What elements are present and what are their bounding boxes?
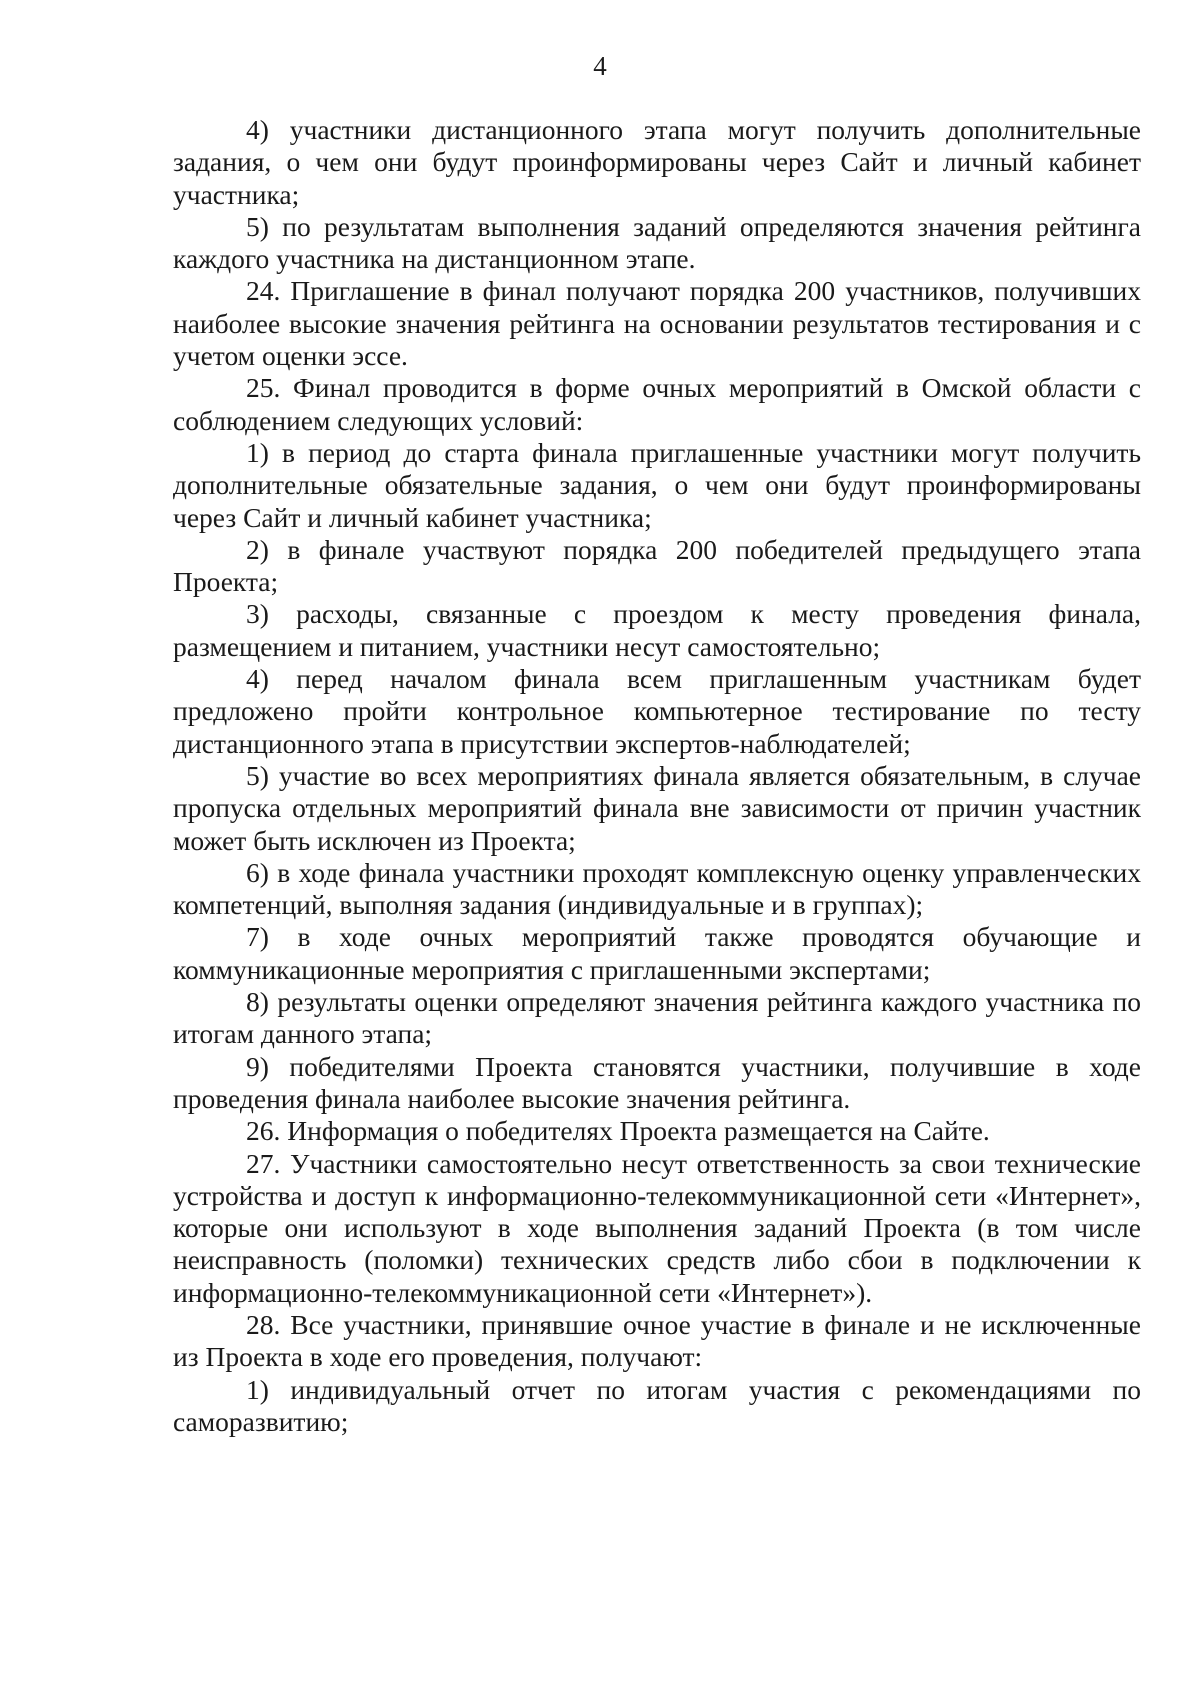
paragraph: 7) в ходе очных мероприятий также проводятся обучающие и коммуникационные мероприятия с приглашенными экспертами; (173, 921, 1141, 985)
paragraph: 2) в финале участвуют порядка 200 победителей предыдущего этапа Проекта; (173, 533, 1141, 598)
paragraph: 5) по результатам выполнения заданий определяются значения рейтинга каждого участника на дистанционном этапе. (173, 210, 1141, 275)
paragraph: 24. Приглашение в финал получают порядка 200 участников, получивших наиболее высокие значения рейтинга на основании результатов тестирования и с учетом оценки эссе. (173, 275, 1141, 372)
paragraph: 28. Все участники, принявшие очное участие в финале и не исключенные из Проекта в ходе его проведения, получают: (173, 1308, 1141, 1373)
paragraph: 5) участие во всех мероприятиях финала является обязательным, в случае пропуска отдельных мероприятий финала вне зависимости от причин участник может быть исключен из Проекта; (173, 759, 1141, 856)
page-number: 4 (593, 51, 607, 81)
paragraph: 9) победителями Проекта становятся участники, получившие в ходе проведения финала наиболее высокие значения рейтинга. (173, 1050, 1141, 1114)
paragraph: 26. Информация о победителях Проекта размещается на Сайте. (246, 1115, 990, 1147)
paragraph: 4) участники дистанционного этапа могут получить дополнительные задания, о чем они будут проинформированы через Сайт и личный кабинет участника; (173, 114, 1141, 210)
paragraph: 25. Финал проводится в форме очных мероприятий в Омской области с соблюдением следующих условий: (173, 372, 1141, 436)
paragraph: 8) результаты оценки определяют значения рейтинга каждого участника по итогам данного этапа; (173, 986, 1141, 1050)
paragraph: 1) в период до старта финала приглашенные участники могут получить дополнительные обязательные задания, о чем они будут проинформированы через Сайт и личный кабинет участника; (173, 436, 1141, 533)
paragraph: 6) в ходе финала участники проходят комплексную оценку управленческих компетенций, выполняя задания (индивидуальные и в группах); (173, 856, 1141, 921)
paragraph: 3) расходы, связанные с проездом к месту проведения финала, размещением и питанием, участники несут самостоятельно; (173, 598, 1141, 662)
paragraph: 4) перед началом финала всем приглашенным участникам будет предложено пройти контрольное компьютерное тестирование по тесту дистанционного этапа в присутствии экспертов-наблюдателей; (173, 663, 1141, 759)
document-body (173, 114, 1141, 1438)
paragraph: 27. Участники самостоятельно несут ответственность за свои технические устройства и доступ к информационно-телекоммуникационной сети «Интернет», которые они используют в ходе выполнения заданий Проекта (в том числе неисправность (поломки) технических средств либо сбои в подключении к информационно-телекоммуникационной сети «Интернет»). (173, 1147, 1141, 1308)
paragraph: 1) индивидуальный отчет по итогам участия с рекомендациями по саморазвитию; (173, 1373, 1141, 1437)
